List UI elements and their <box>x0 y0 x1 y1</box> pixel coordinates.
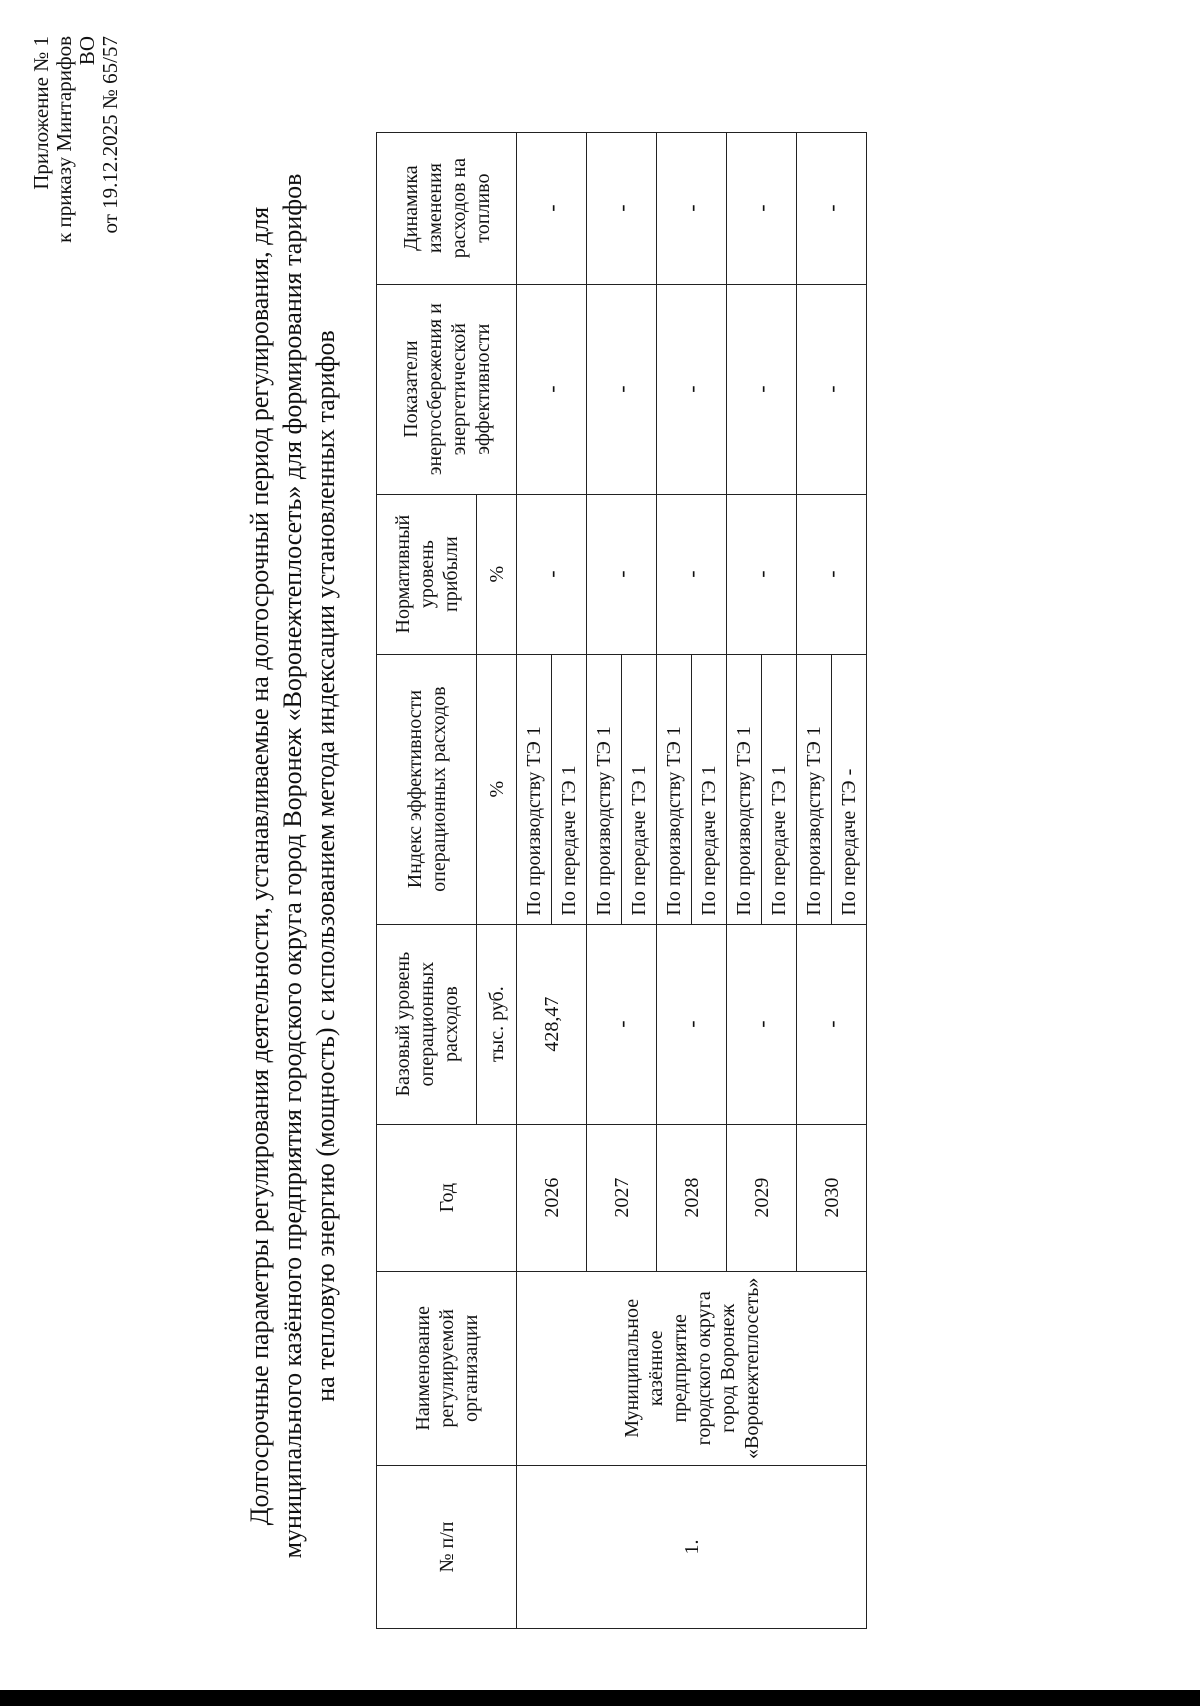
header-index: Индекс эффективности операционных расходов <box>377 654 477 924</box>
fuel-dynamics-cell: - <box>657 132 727 284</box>
fuel-dynamics-cell: - <box>727 132 797 284</box>
year-cell: 2028 <box>657 1124 727 1271</box>
year-cell: 2030 <box>797 1124 867 1271</box>
efficiency-production-cell: По производству ТЭ 1 <box>517 654 552 924</box>
efficiency-transfer-cell: По передаче ТЭ 1 <box>762 654 797 924</box>
title-line-3: на тепловую энергию (мощность) с использованием метода индексации установленных тарифов <box>311 330 340 1402</box>
base-level-cell: - <box>657 924 727 1124</box>
approval-line-2: к приказу Минтарифов ВО <box>52 36 99 243</box>
year-cell: 2027 <box>587 1124 657 1271</box>
year-cell: 2029 <box>727 1124 797 1271</box>
fuel-dynamics-cell: - <box>587 132 657 284</box>
base-level-cell: - <box>587 924 657 1124</box>
base-level-cell: - <box>727 924 797 1124</box>
title-line-1: Долгосрочные параметры регулирования деятельности, устанавливаемые на долгосрочный период регулирования, для <box>245 206 274 1526</box>
efficiency-production-cell: По производству ТЭ 1 <box>587 654 622 924</box>
energy-saving-cell: - <box>657 284 727 494</box>
organization-name-cell: Муниципальное казённое предприятие городского округа город Воронеж «Воронежтеплосеть» <box>517 1271 867 1465</box>
header-profit: Нормативный уровень прибыли <box>377 494 477 654</box>
base-level-cell: 428,47 <box>517 924 587 1124</box>
document-title <box>243 116 342 1616</box>
header-energy: Показатели энергосбережения и энергетической эффективности <box>377 284 517 494</box>
energy-saving-cell: - <box>797 284 867 494</box>
approval-line-3: от 19.12.2025 № 65/57 <box>98 36 122 234</box>
energy-saving-cell: - <box>587 284 657 494</box>
approval-line-1: Приложение № 1 <box>29 36 53 190</box>
efficiency-transfer-cell: По передаче ТЭ 1 <box>552 654 587 924</box>
title-line-2: муниципального казённого предприятия городского округа город Воронеж «Воронежтеплосеть» для формирования тарифов <box>278 173 307 1559</box>
efficiency-transfer-cell: По передаче ТЭ - <box>832 654 867 924</box>
year-cell: 2026 <box>517 1124 587 1271</box>
efficiency-production-cell: По производству ТЭ 1 <box>797 654 832 924</box>
profit-cell: - <box>587 494 657 654</box>
table-header-row <box>377 132 477 1628</box>
profit-cell: - <box>727 494 797 654</box>
header-org: Наименование регулируемой организации <box>377 1271 517 1465</box>
table-body <box>517 132 867 1628</box>
profit-cell: - <box>517 494 587 654</box>
efficiency-production-cell: По производству ТЭ 1 <box>657 654 692 924</box>
energy-saving-cell: - <box>727 284 797 494</box>
fuel-dynamics-cell: - <box>517 132 587 284</box>
unit-base: тыс. руб. <box>477 924 517 1124</box>
unit-index: % <box>477 654 517 924</box>
profit-cell: - <box>797 494 867 654</box>
scan-edge-bar <box>0 1690 1200 1706</box>
header-year: Год <box>377 1124 517 1271</box>
parameters-table <box>376 132 867 1629</box>
energy-saving-cell: - <box>517 284 587 494</box>
row-number-cell: 1. <box>517 1466 867 1629</box>
efficiency-production-cell: По производству ТЭ 1 <box>727 654 762 924</box>
table-row <box>517 132 552 1628</box>
base-level-cell: - <box>797 924 867 1124</box>
efficiency-transfer-cell: По передаче ТЭ 1 <box>692 654 727 924</box>
header-fuel: Динамика изменения расходов на топливо <box>377 132 517 284</box>
unit-profit: % <box>477 494 517 654</box>
header-base: Базовый уровень операционных расходов <box>377 924 477 1124</box>
efficiency-transfer-cell: По передаче ТЭ 1 <box>622 654 657 924</box>
header-num: № п/п <box>377 1466 517 1629</box>
approval-stamp-text <box>30 36 122 276</box>
profit-cell: - <box>657 494 727 654</box>
fuel-dynamics-cell: - <box>797 132 867 284</box>
